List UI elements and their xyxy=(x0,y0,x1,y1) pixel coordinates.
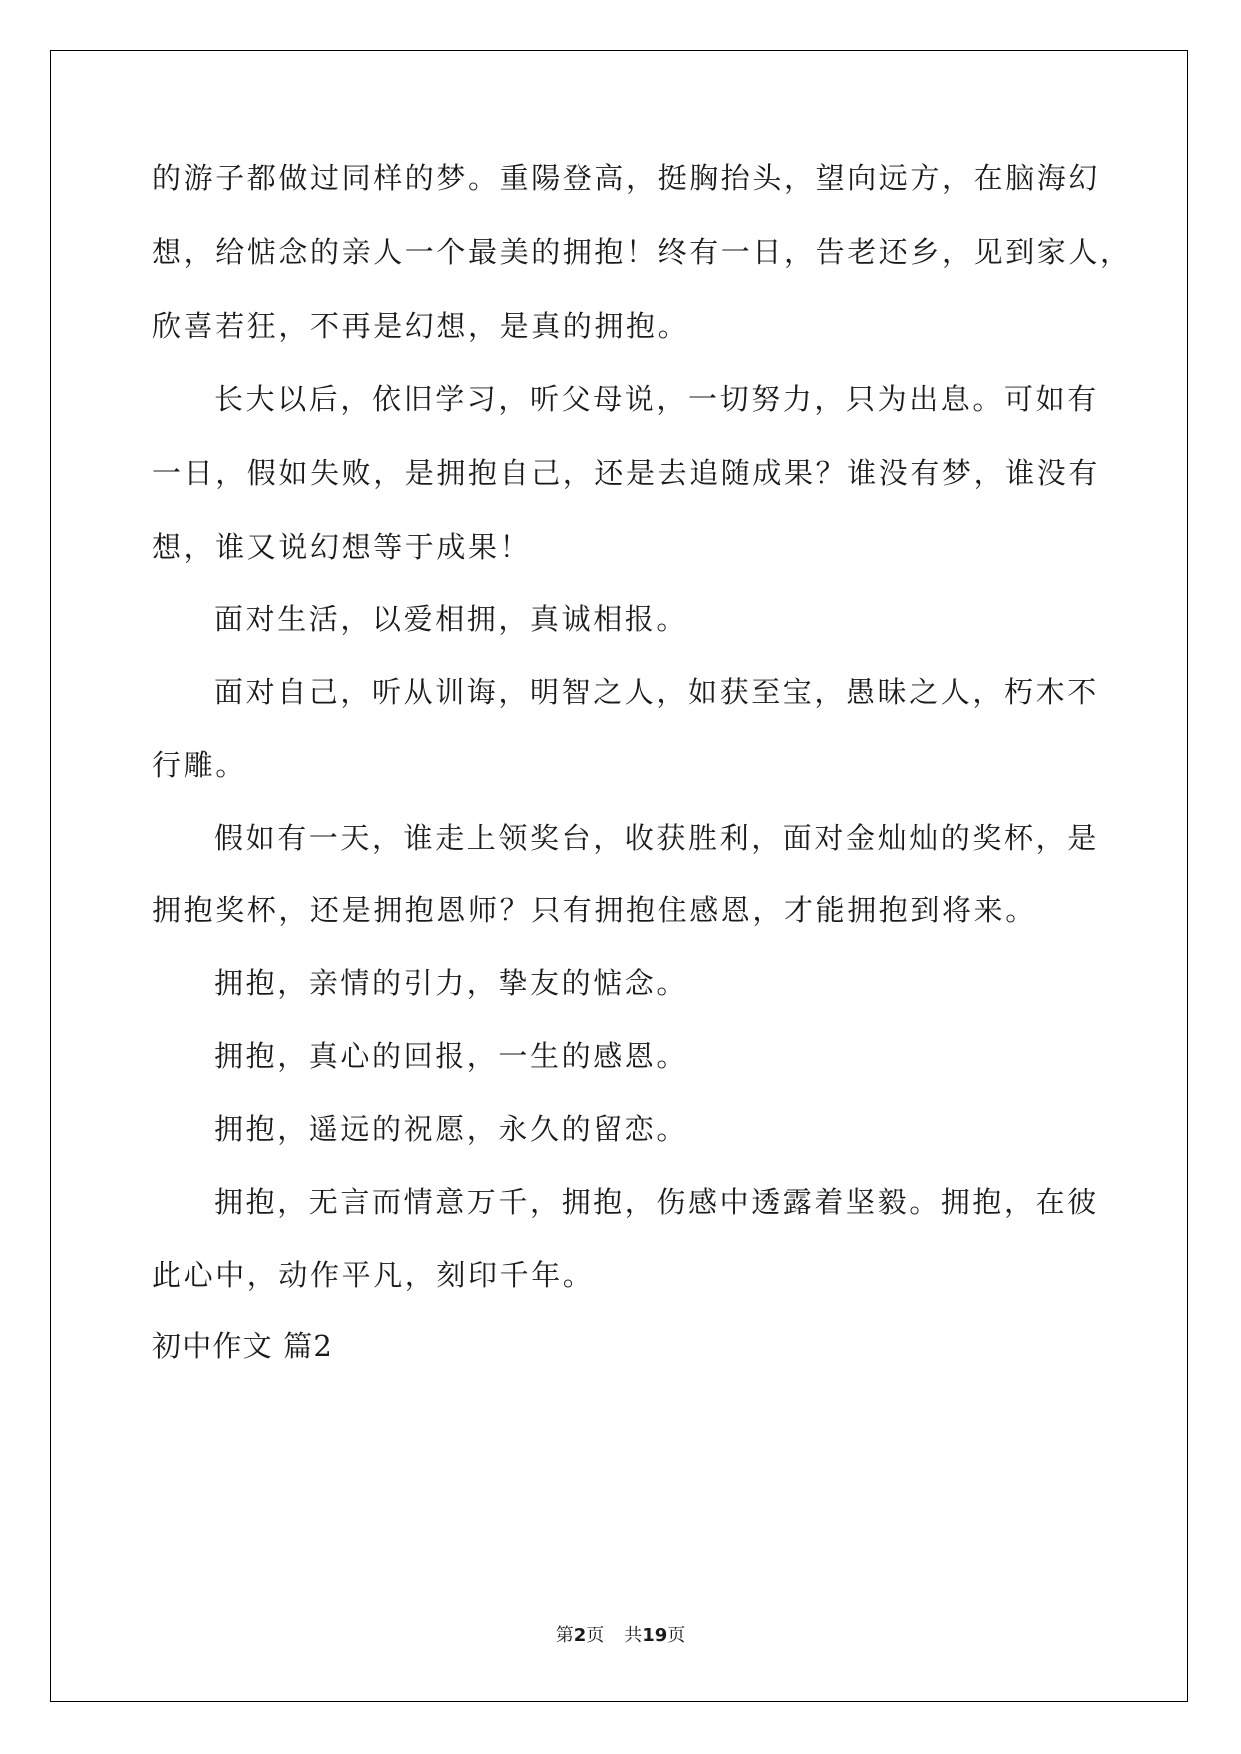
paragraph-line: 一日，假如失败，是拥抱自己，还是去追随成果？谁没有梦，谁没有 xyxy=(152,456,1101,490)
footer-page-prefix: 第 xyxy=(555,1625,574,1646)
footer-page-number: 2 xyxy=(573,1625,587,1646)
footer-total-pages: 19 xyxy=(642,1625,668,1646)
paragraph-line: 拥抱奖杯，还是拥抱恩师？只有拥抱住感恩，才能拥抱到将来。 xyxy=(152,893,1037,927)
page-border xyxy=(50,50,1188,1702)
paragraph-line: 想，谁又说幻想等于成果！ xyxy=(152,530,532,564)
paragraph-line: 的游子都做过同样的梦。重陽登高，挺胸抬头，望向远方，在脑海幻 xyxy=(152,161,1101,195)
paragraph-line: 拥抱，真心的回报，一生的感恩。 xyxy=(214,1039,689,1073)
footer-total-suffix: 页 xyxy=(667,1625,686,1646)
paragraph-line: 假如有一天，谁走上领奖台，收获胜利，面对金灿灿的奖杯，是 xyxy=(214,821,1099,855)
paragraph-line: 面对生活，以爱相拥，真诚相报。 xyxy=(214,602,689,636)
footer-page-suffix: 页 xyxy=(586,1625,605,1646)
page-footer xyxy=(0,1624,1241,1648)
paragraph-line: 拥抱，无言而情意万千，拥抱，伤感中透露着坚毅。拥抱，在彼 xyxy=(214,1185,1099,1219)
paragraph-line: 此心中，动作平凡，刻印千年。 xyxy=(152,1258,595,1292)
footer-total-prefix: 共 xyxy=(624,1625,643,1646)
paragraph-line: 面对自己，听从训诲，明智之人，如获至宝，愚昧之人，朽木不 xyxy=(214,675,1099,709)
paragraph-line: 行雕。 xyxy=(152,748,247,782)
paragraph-line: 拥抱，遥远的祝愿，永久的留恋。 xyxy=(214,1112,689,1146)
paragraph-line: 长大以后，依旧学习，听父母说，一切努力，只为出息。可如有 xyxy=(214,382,1099,416)
paragraph-line: 想，给惦念的亲人一个最美的拥抱！终有一日，告老还乡，见到家人， xyxy=(152,235,1132,269)
paragraph-line: 欣喜若狂，不再是幻想，是真的拥抱。 xyxy=(152,309,690,343)
paragraph-line: 拥抱，亲情的引力，挚友的惦念。 xyxy=(214,966,689,1000)
section-heading: 初中作文 篇2 xyxy=(152,1329,334,1363)
